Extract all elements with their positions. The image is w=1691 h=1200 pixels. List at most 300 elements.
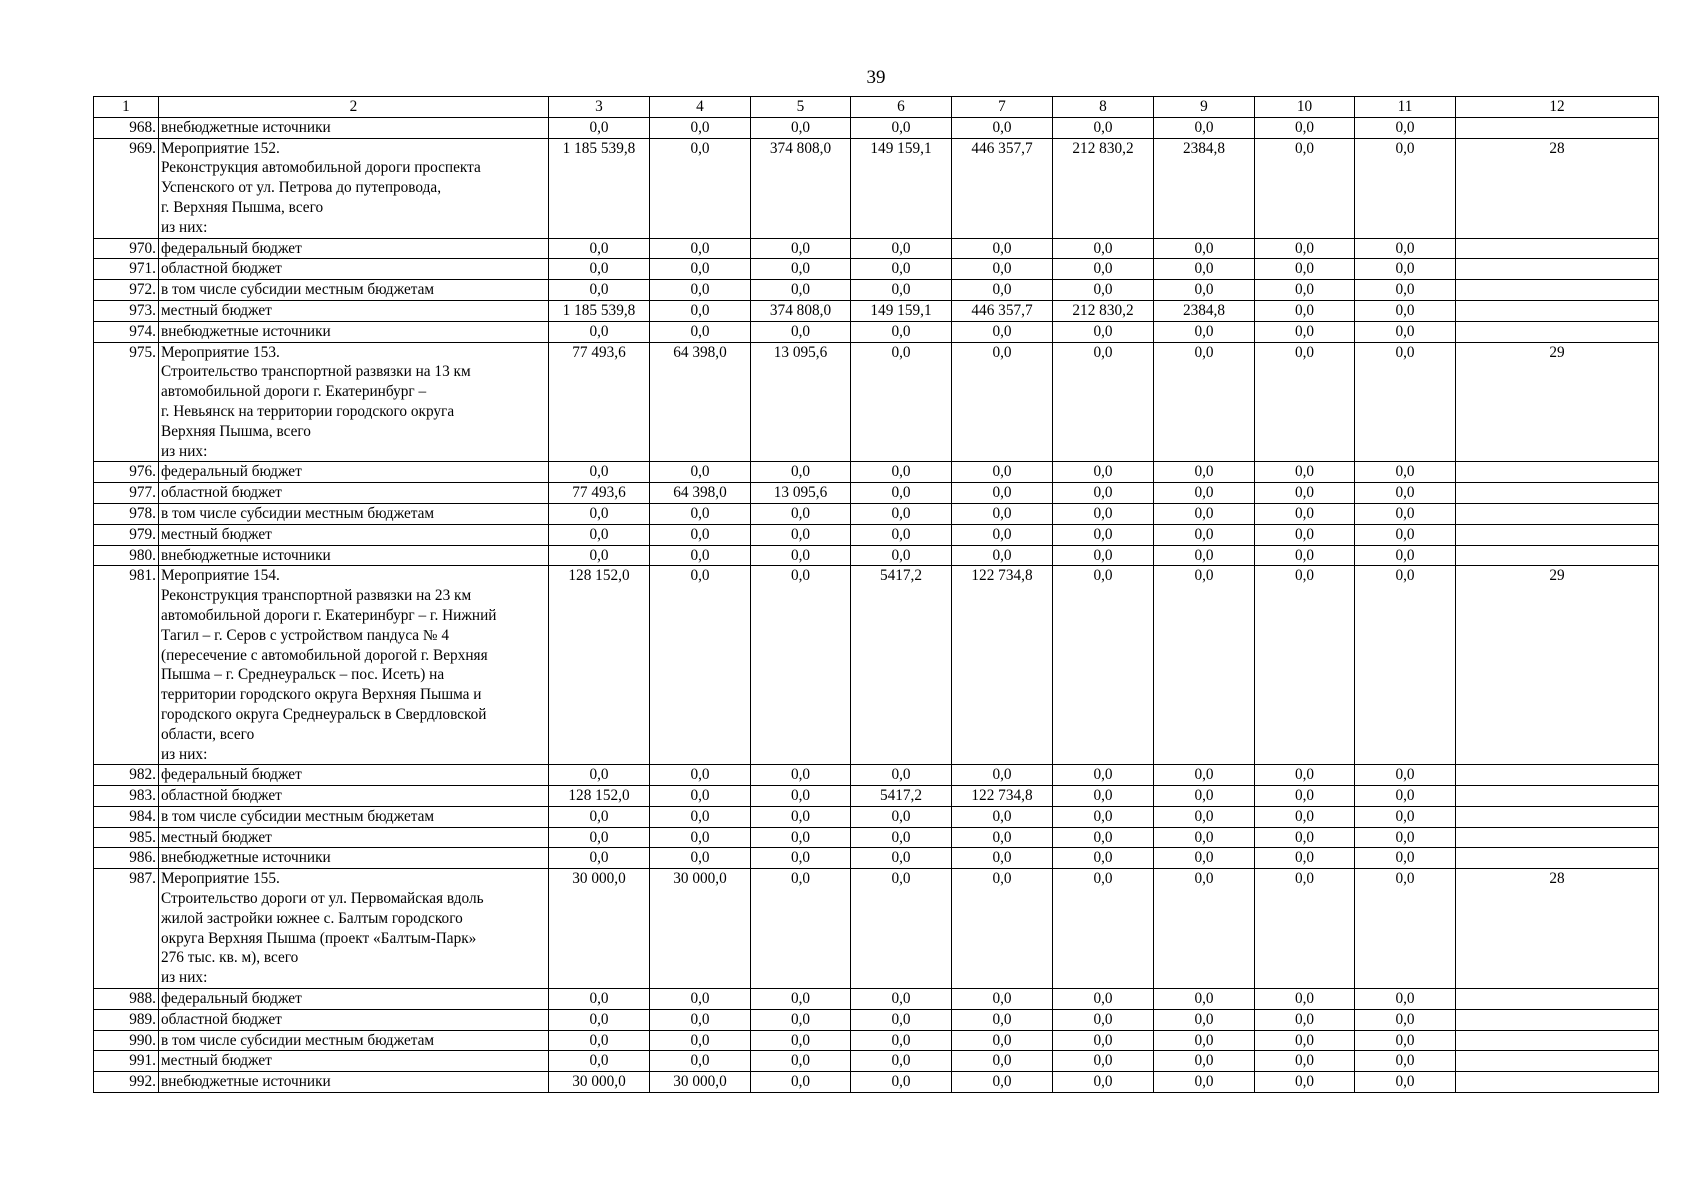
value-cell: 0,0 [1355, 1072, 1456, 1093]
row-name [159, 1072, 549, 1093]
value-cell: 0,0 [1053, 869, 1154, 989]
value-cell: 212 830,2 [1053, 138, 1154, 238]
table-row [94, 1009, 1659, 1030]
table-row [94, 765, 1659, 786]
column-number: 10 [1255, 97, 1355, 118]
target-indicator-cell: 28 [1456, 869, 1659, 989]
value-cell: 30 000,0 [650, 869, 751, 989]
value-cell: 77 493,6 [549, 342, 650, 462]
value-cell: 0,0 [1154, 238, 1255, 259]
value-cell: 0,0 [1255, 321, 1355, 342]
row-name-line: автомобильной дороги г. Екатеринбург – [161, 383, 427, 401]
value-cell: 30 000,0 [549, 1072, 650, 1093]
value-cell: 0,0 [1053, 1051, 1154, 1072]
table-row [94, 300, 1659, 321]
row-number: 972. [94, 280, 159, 301]
value-cell: 0,0 [851, 280, 952, 301]
value-cell: 0,0 [1355, 462, 1456, 483]
value-cell: 0,0 [952, 869, 1053, 989]
value-cell: 446 357,7 [952, 300, 1053, 321]
table-row [94, 259, 1659, 280]
value-cell: 0,0 [751, 1051, 851, 1072]
value-cell: 0,0 [549, 827, 650, 848]
value-cell: 0,0 [851, 765, 952, 786]
row-name-line: внебюджетные источники [161, 322, 331, 340]
value-cell: 149 159,1 [851, 300, 952, 321]
value-cell: 0,0 [650, 989, 751, 1010]
value-cell: 149 159,1 [851, 138, 952, 238]
row-number: 976. [94, 462, 159, 483]
row-name-line: внебюджетные источники [161, 546, 331, 564]
value-cell: 0,0 [650, 321, 751, 342]
target-indicator-cell [1456, 259, 1659, 280]
value-cell: 0,0 [1053, 765, 1154, 786]
row-number: 992. [94, 1072, 159, 1093]
target-indicator-cell [1456, 503, 1659, 524]
row-name-line: Мероприятие 154. [161, 567, 280, 585]
value-cell: 0,0 [650, 1051, 751, 1072]
target-indicator-cell [1456, 238, 1659, 259]
row-number: 990. [94, 1030, 159, 1051]
value-cell: 0,0 [1355, 848, 1456, 869]
value-cell: 0,0 [549, 503, 650, 524]
row-name [159, 1051, 549, 1072]
value-cell: 0,0 [851, 342, 952, 462]
value-cell: 64 398,0 [650, 342, 751, 462]
value-cell: 0,0 [751, 827, 851, 848]
row-name-line: области, всего [161, 725, 255, 743]
value-cell: 0,0 [1154, 545, 1255, 566]
value-cell: 0,0 [1154, 503, 1255, 524]
row-name-line: в том числе субсидии местным бюджетам [161, 281, 435, 299]
value-cell: 5417,2 [851, 566, 952, 765]
value-cell: 0,0 [751, 259, 851, 280]
target-indicator-cell [1456, 1072, 1659, 1093]
row-number: 970. [94, 238, 159, 259]
row-name-line: Верхняя Пышма, всего [161, 422, 311, 440]
value-cell: 0,0 [549, 806, 650, 827]
value-cell: 0,0 [549, 1009, 650, 1030]
value-cell: 0,0 [650, 1030, 751, 1051]
row-name-line: федеральный бюджет [161, 766, 302, 784]
value-cell: 0,0 [751, 989, 851, 1010]
value-cell: 0,0 [1355, 280, 1456, 301]
value-cell: 0,0 [1255, 1051, 1355, 1072]
value-cell: 0,0 [1255, 503, 1355, 524]
value-cell: 0,0 [952, 765, 1053, 786]
value-cell: 0,0 [1255, 1030, 1355, 1051]
value-cell: 2384,8 [1154, 300, 1255, 321]
value-cell: 0,0 [549, 765, 650, 786]
table-row [94, 280, 1659, 301]
value-cell: 0,0 [1255, 300, 1355, 321]
value-cell: 0,0 [549, 280, 650, 301]
value-cell: 0,0 [751, 1030, 851, 1051]
row-name [159, 806, 549, 827]
row-number: 985. [94, 827, 159, 848]
row-name-line: Мероприятие 152. [161, 139, 280, 157]
value-cell: 2384,8 [1154, 138, 1255, 238]
row-name [159, 300, 549, 321]
target-indicator-cell [1456, 483, 1659, 504]
value-cell: 0,0 [1154, 524, 1255, 545]
value-cell: 0,0 [549, 989, 650, 1010]
value-cell: 0,0 [1355, 321, 1456, 342]
value-cell: 0,0 [1053, 117, 1154, 138]
value-cell: 0,0 [549, 321, 650, 342]
column-number: 9 [1154, 97, 1255, 118]
value-cell: 0,0 [851, 1009, 952, 1030]
value-cell: 0,0 [650, 300, 751, 321]
row-name-line: федеральный бюджет [161, 463, 302, 481]
value-cell: 0,0 [1355, 138, 1456, 238]
value-cell: 0,0 [549, 117, 650, 138]
value-cell: 0,0 [952, 1009, 1053, 1030]
value-cell: 0,0 [751, 117, 851, 138]
value-cell: 0,0 [650, 462, 751, 483]
value-cell: 0,0 [1255, 280, 1355, 301]
row-number: 987. [94, 869, 159, 989]
value-cell: 0,0 [1255, 238, 1355, 259]
row-name-line: областной бюджет [161, 1010, 282, 1028]
row-name-line: г. Невьянск на территории городского округа [161, 402, 455, 420]
row-name-line: Реконструкция транспортной развязки на 23 км [161, 587, 472, 605]
value-cell: 0,0 [650, 1009, 751, 1030]
value-cell: 0,0 [1255, 1009, 1355, 1030]
value-cell: 0,0 [1053, 786, 1154, 807]
table-row [94, 524, 1659, 545]
value-cell: 0,0 [1154, 869, 1255, 989]
value-cell: 0,0 [751, 786, 851, 807]
value-cell: 0,0 [751, 238, 851, 259]
row-number: 986. [94, 848, 159, 869]
value-cell: 0,0 [1154, 321, 1255, 342]
value-cell: 0,0 [1355, 1051, 1456, 1072]
value-cell: 0,0 [851, 869, 952, 989]
value-cell: 0,0 [1255, 765, 1355, 786]
row-name-line: 276 тыс. кв. м), всего [161, 949, 299, 967]
value-cell: 0,0 [1255, 1072, 1355, 1093]
target-indicator-cell [1456, 806, 1659, 827]
row-name [159, 545, 549, 566]
row-number: 974. [94, 321, 159, 342]
value-cell: 0,0 [650, 848, 751, 869]
value-cell: 0,0 [1255, 566, 1355, 765]
value-cell: 0,0 [751, 765, 851, 786]
value-cell: 0,0 [1355, 765, 1456, 786]
value-cell: 0,0 [1355, 342, 1456, 462]
row-number: 982. [94, 765, 159, 786]
column-number: 3 [549, 97, 650, 118]
value-cell: 0,0 [1154, 827, 1255, 848]
value-cell: 374 808,0 [751, 138, 851, 238]
row-name-line: автомобильной дороги г. Екатеринбург – г. Нижний [161, 606, 497, 624]
row-number: 989. [94, 1009, 159, 1030]
value-cell: 0,0 [1154, 259, 1255, 280]
row-name-line: Строительство дороги от ул. Первомайская вдоль [161, 890, 484, 908]
row-number: 969. [94, 138, 159, 238]
value-cell: 0,0 [1355, 786, 1456, 807]
value-cell: 0,0 [952, 1072, 1053, 1093]
column-number: 12 [1456, 97, 1659, 118]
value-cell: 0,0 [952, 280, 1053, 301]
value-cell: 212 830,2 [1053, 300, 1154, 321]
value-cell: 122 734,8 [952, 566, 1053, 765]
value-cell: 0,0 [751, 462, 851, 483]
column-number: 5 [751, 97, 851, 118]
row-name-line: жилой застройки южнее с. Балтым городского [161, 909, 463, 927]
value-cell: 0,0 [1355, 259, 1456, 280]
value-cell: 0,0 [549, 545, 650, 566]
value-cell: 0,0 [851, 524, 952, 545]
value-cell: 0,0 [1355, 827, 1456, 848]
value-cell: 0,0 [1355, 238, 1456, 259]
row-name [159, 280, 549, 301]
value-cell: 0,0 [851, 806, 952, 827]
row-name-line: Мероприятие 153. [161, 343, 280, 361]
row-name [159, 827, 549, 848]
value-cell: 0,0 [1053, 259, 1154, 280]
value-cell: 0,0 [751, 321, 851, 342]
target-indicator-cell: 29 [1456, 566, 1659, 765]
value-cell: 0,0 [1053, 238, 1154, 259]
value-cell: 0,0 [751, 1072, 851, 1093]
value-cell: 0,0 [650, 117, 751, 138]
value-cell: 446 357,7 [952, 138, 1053, 238]
value-cell: 0,0 [851, 117, 952, 138]
column-number: 8 [1053, 97, 1154, 118]
value-cell: 0,0 [952, 806, 1053, 827]
row-name [159, 259, 549, 280]
row-name [159, 869, 549, 989]
row-name-line: федеральный бюджет [161, 239, 302, 257]
value-cell: 0,0 [1053, 566, 1154, 765]
row-name [159, 238, 549, 259]
row-name-line: городского округа Среднеуральск в Свердловской [161, 705, 487, 723]
row-number: 988. [94, 989, 159, 1010]
value-cell: 0,0 [1355, 869, 1456, 989]
value-cell: 0,0 [1154, 280, 1255, 301]
value-cell: 0,0 [851, 1030, 952, 1051]
row-name-line: из них: [161, 745, 208, 763]
value-cell: 13 095,6 [751, 342, 851, 462]
value-cell: 0,0 [549, 462, 650, 483]
table-row [94, 117, 1659, 138]
target-indicator-cell [1456, 280, 1659, 301]
value-cell: 0,0 [650, 827, 751, 848]
value-cell: 0,0 [650, 524, 751, 545]
target-indicator-cell: 29 [1456, 342, 1659, 462]
value-cell: 0,0 [1355, 300, 1456, 321]
column-number: 7 [952, 97, 1053, 118]
value-cell: 30 000,0 [650, 1072, 751, 1093]
table-row [94, 483, 1659, 504]
value-cell: 0,0 [1355, 545, 1456, 566]
table-row [94, 848, 1659, 869]
table-row [94, 138, 1659, 238]
value-cell: 374 808,0 [751, 300, 851, 321]
value-cell: 0,0 [952, 342, 1053, 462]
column-number: 2 [159, 97, 549, 118]
row-name [159, 342, 549, 462]
value-cell: 0,0 [1053, 321, 1154, 342]
table-row [94, 545, 1659, 566]
value-cell: 0,0 [549, 1030, 650, 1051]
value-cell: 0,0 [650, 786, 751, 807]
value-cell: 0,0 [952, 989, 1053, 1010]
page-number: 39 [866, 67, 886, 88]
target-indicator-cell: 28 [1456, 138, 1659, 238]
value-cell: 0,0 [1255, 848, 1355, 869]
value-cell: 0,0 [1154, 1072, 1255, 1093]
value-cell: 0,0 [549, 524, 650, 545]
value-cell: 0,0 [1053, 524, 1154, 545]
row-name-line: внебюджетные источники [161, 849, 331, 867]
value-cell: 0,0 [851, 483, 952, 504]
row-name-line: в том числе субсидии местным бюджетам [161, 807, 435, 825]
column-number-row [94, 97, 1659, 118]
value-cell: 5417,2 [851, 786, 952, 807]
value-cell: 0,0 [952, 462, 1053, 483]
value-cell: 0,0 [650, 806, 751, 827]
row-name-line: местный бюджет [161, 1052, 272, 1070]
table-row [94, 238, 1659, 259]
target-indicator-cell [1456, 786, 1659, 807]
table-body [94, 117, 1659, 1092]
value-cell: 0,0 [1154, 848, 1255, 869]
value-cell: 13 095,6 [751, 483, 851, 504]
value-cell: 0,0 [549, 848, 650, 869]
value-cell: 0,0 [1355, 117, 1456, 138]
value-cell: 0,0 [851, 503, 952, 524]
value-cell: 0,0 [1053, 1072, 1154, 1093]
value-cell: 0,0 [549, 238, 650, 259]
value-cell: 0,0 [952, 259, 1053, 280]
row-number: 983. [94, 786, 159, 807]
value-cell: 0,0 [851, 848, 952, 869]
value-cell: 1 185 539,8 [549, 138, 650, 238]
row-name-line: в том числе субсидии местным бюджетам [161, 504, 435, 522]
table-row [94, 342, 1659, 462]
value-cell: 0,0 [1154, 1051, 1255, 1072]
value-cell: 0,0 [650, 238, 751, 259]
value-cell: 0,0 [1255, 342, 1355, 462]
value-cell: 0,0 [650, 566, 751, 765]
value-cell: 30 000,0 [549, 869, 650, 989]
value-cell: 0,0 [1255, 138, 1355, 238]
row-name-line: местный бюджет [161, 828, 272, 846]
value-cell: 0,0 [1053, 483, 1154, 504]
value-cell: 0,0 [1355, 483, 1456, 504]
value-cell: 0,0 [1255, 786, 1355, 807]
value-cell: 0,0 [1255, 827, 1355, 848]
row-name-line: Строительство транспортной развязки на 13 км [161, 363, 471, 381]
value-cell: 0,0 [549, 259, 650, 280]
row-name [159, 848, 549, 869]
value-cell: 0,0 [1053, 503, 1154, 524]
value-cell: 0,0 [952, 483, 1053, 504]
value-cell: 0,0 [1355, 503, 1456, 524]
column-number: 6 [851, 97, 952, 118]
row-number: 981. [94, 566, 159, 765]
value-cell: 0,0 [1255, 259, 1355, 280]
row-name-line: из них: [161, 969, 208, 987]
target-indicator-cell [1456, 1030, 1659, 1051]
value-cell: 0,0 [1255, 483, 1355, 504]
value-cell: 0,0 [851, 1051, 952, 1072]
value-cell: 0,0 [1255, 545, 1355, 566]
value-cell: 0,0 [1154, 1030, 1255, 1051]
row-name-line: в том числе субсидии местным бюджетам [161, 1031, 435, 1049]
value-cell: 0,0 [1053, 1030, 1154, 1051]
row-number: 971. [94, 259, 159, 280]
target-indicator-cell [1456, 1009, 1659, 1030]
value-cell: 0,0 [851, 238, 952, 259]
value-cell: 0,0 [952, 1051, 1053, 1072]
target-indicator-cell [1456, 300, 1659, 321]
row-name-line: областной бюджет [161, 787, 282, 805]
value-cell: 0,0 [1255, 462, 1355, 483]
target-indicator-cell [1456, 1051, 1659, 1072]
row-name [159, 321, 549, 342]
value-cell: 0,0 [952, 848, 1053, 869]
value-cell: 0,0 [952, 238, 1053, 259]
target-indicator-cell [1456, 989, 1659, 1010]
value-cell: 77 493,6 [549, 483, 650, 504]
target-indicator-cell [1456, 321, 1659, 342]
row-name [159, 1030, 549, 1051]
value-cell: 0,0 [549, 1051, 650, 1072]
table-row [94, 503, 1659, 524]
value-cell: 0,0 [1154, 806, 1255, 827]
value-cell: 0,0 [1154, 786, 1255, 807]
value-cell: 0,0 [1154, 483, 1255, 504]
value-cell: 0,0 [1255, 117, 1355, 138]
value-cell: 0,0 [1255, 806, 1355, 827]
value-cell: 0,0 [952, 117, 1053, 138]
value-cell: 0,0 [1154, 462, 1255, 483]
value-cell: 0,0 [1053, 342, 1154, 462]
value-cell: 0,0 [1053, 462, 1154, 483]
value-cell: 0,0 [851, 545, 952, 566]
row-number: 984. [94, 806, 159, 827]
value-cell: 0,0 [952, 503, 1053, 524]
row-name-line: округа Верхняя Пышма (проект «Балтым-Парк» [161, 929, 477, 947]
value-cell: 0,0 [751, 280, 851, 301]
target-indicator-cell [1456, 765, 1659, 786]
value-cell: 1 185 539,8 [549, 300, 650, 321]
row-name [159, 524, 549, 545]
value-cell: 0,0 [1053, 806, 1154, 827]
row-name-line: внебюджетные источники [161, 1073, 331, 1091]
table-row [94, 566, 1659, 765]
value-cell: 0,0 [1355, 566, 1456, 765]
table-row [94, 462, 1659, 483]
value-cell: 0,0 [952, 827, 1053, 848]
value-cell: 0,0 [952, 1030, 1053, 1051]
table-row [94, 869, 1659, 989]
value-cell: 0,0 [952, 545, 1053, 566]
row-number: 968. [94, 117, 159, 138]
value-cell: 122 734,8 [952, 786, 1053, 807]
row-name-line: (пересечение с автомобильной дорогой г. Верхняя [161, 646, 488, 664]
row-number: 977. [94, 483, 159, 504]
value-cell: 0,0 [650, 138, 751, 238]
value-cell: 128 152,0 [549, 566, 650, 765]
table-row [94, 321, 1659, 342]
table-row [94, 989, 1659, 1010]
target-indicator-cell [1456, 524, 1659, 545]
